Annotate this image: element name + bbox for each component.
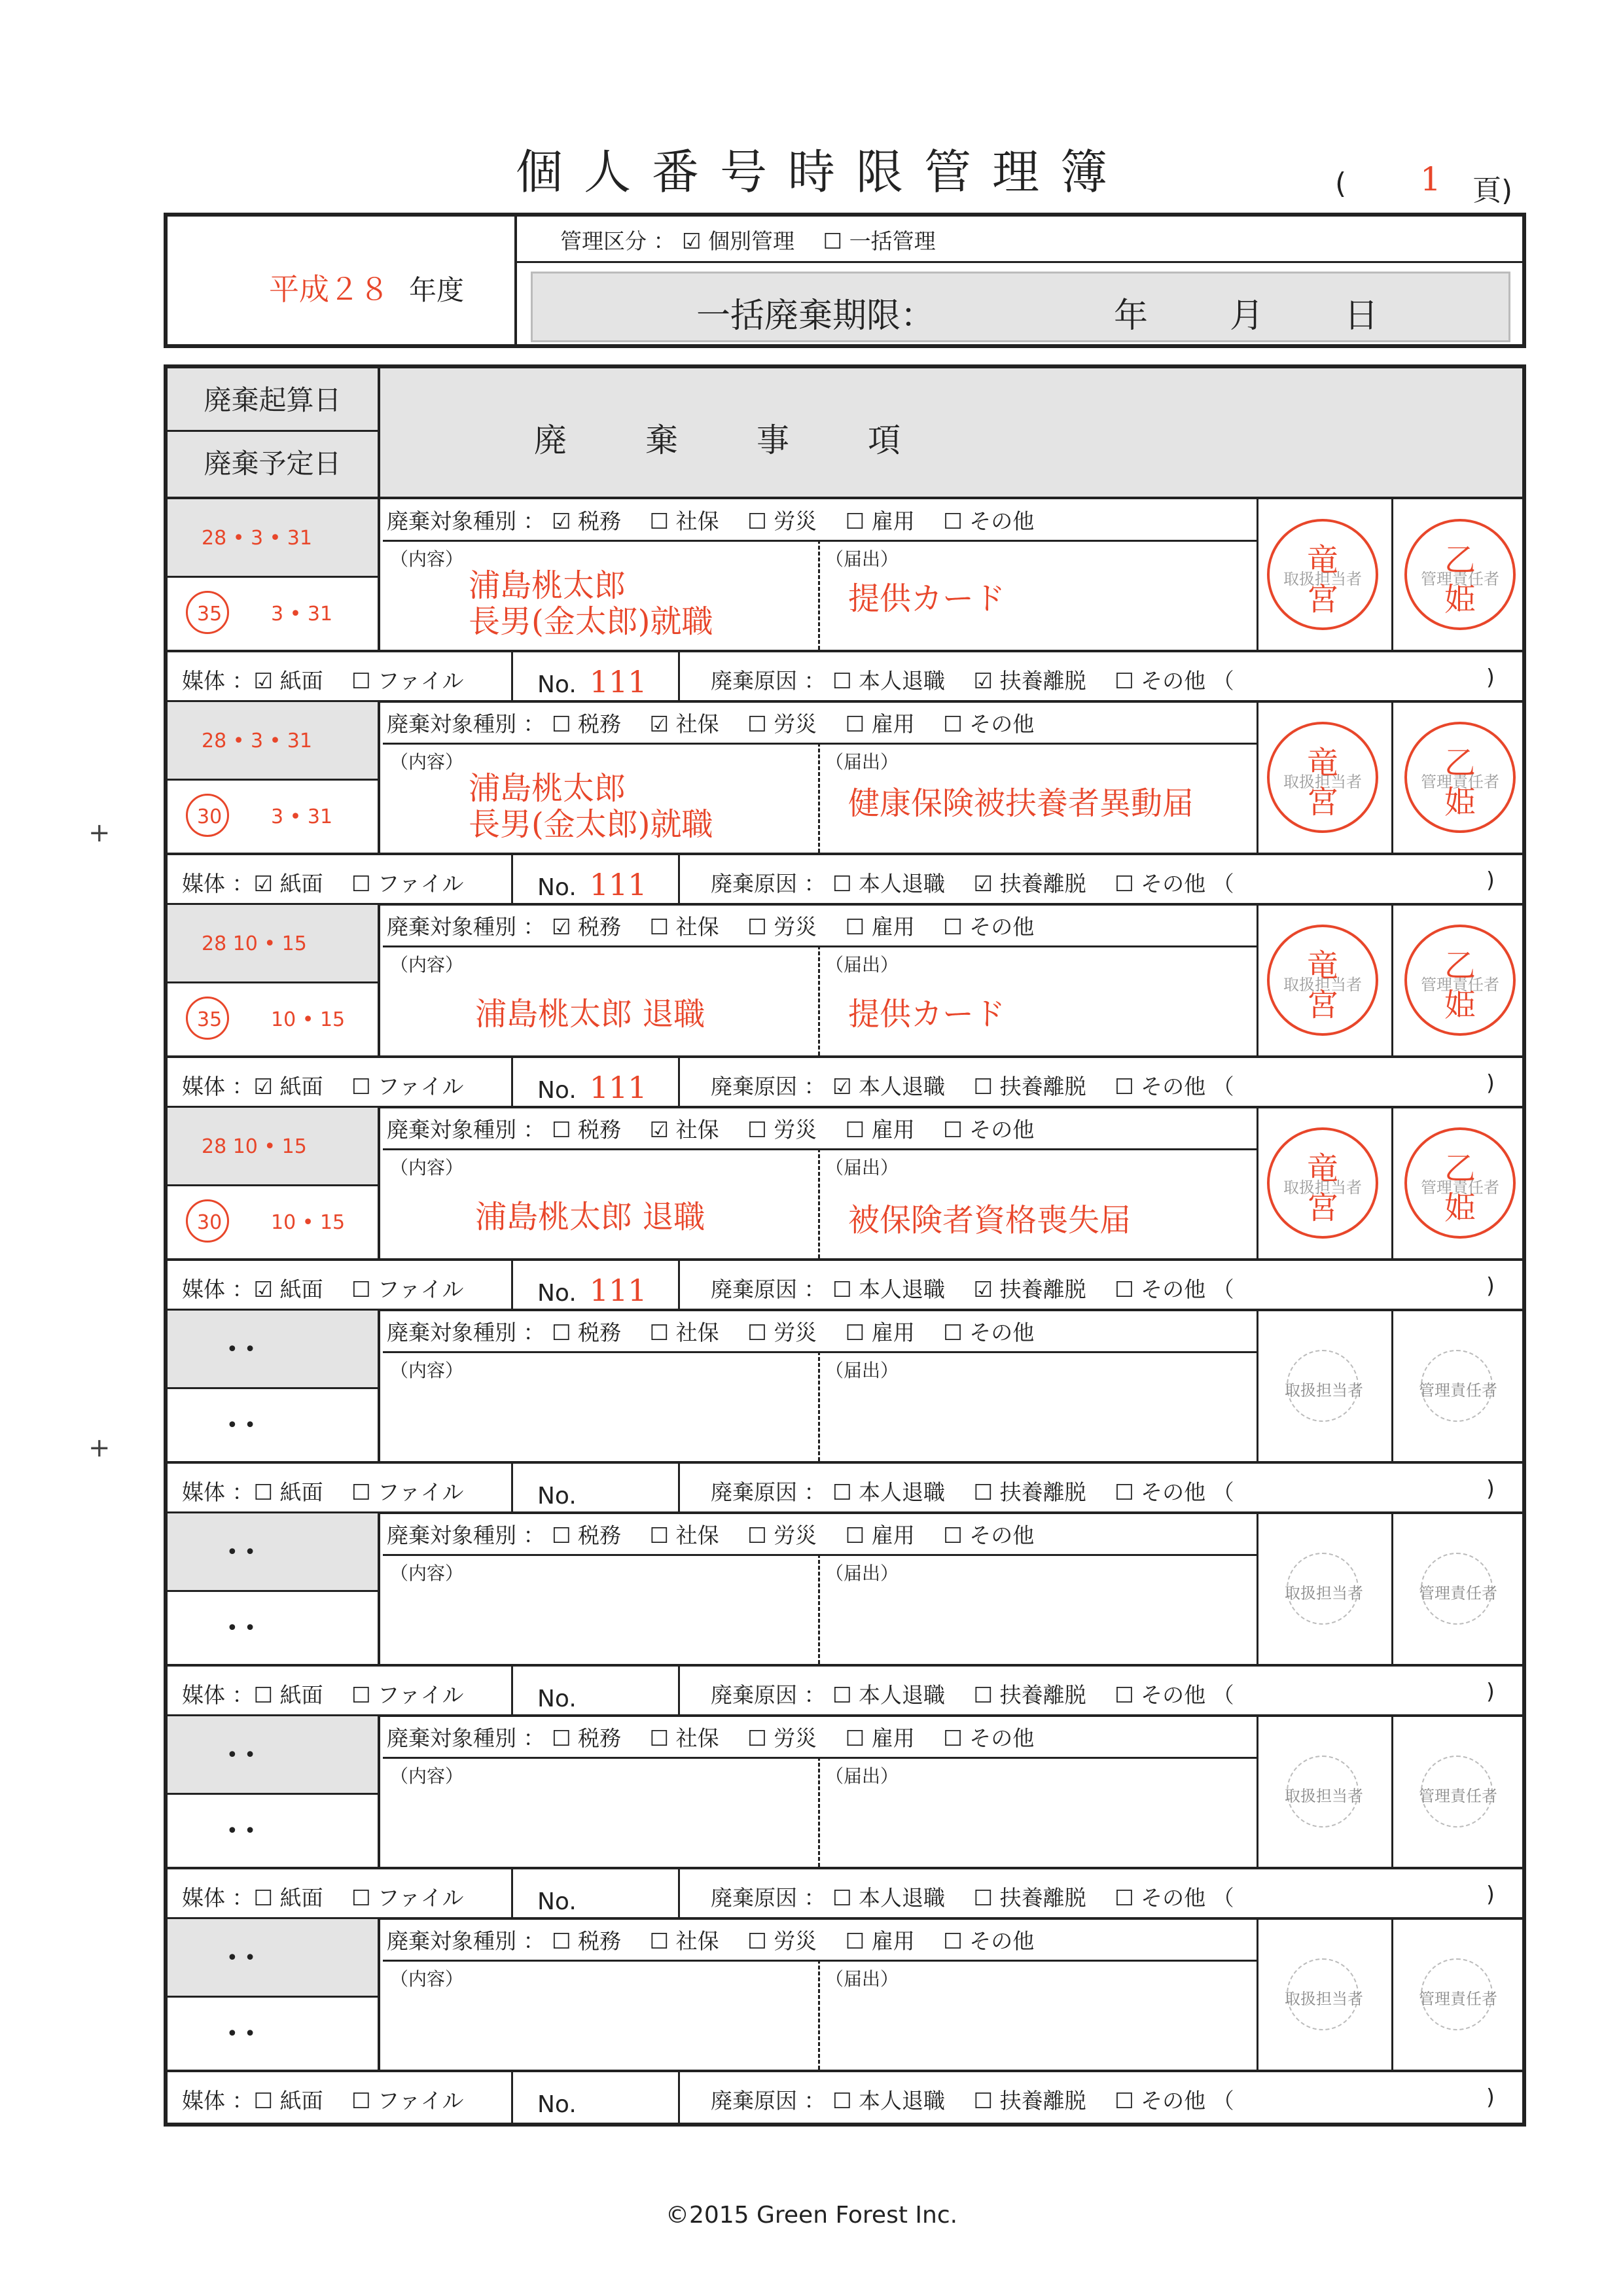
staff-label: 取扱担当者 <box>1285 1787 1363 1805</box>
notification-label: （届出） <box>825 1968 899 1990</box>
notification-label: （届出） <box>825 1360 899 1381</box>
record-footer <box>168 1461 1522 1514</box>
staff-label: 取扱担当者 <box>1285 1990 1363 2008</box>
notification-text[interactable]: 提供カード <box>848 580 1006 617</box>
manager-seal[interactable]: 管理責任者 乙 姫 <box>1404 519 1516 630</box>
date-cells <box>168 1919 380 2070</box>
media-options[interactable]: 媒体 ：☑ 紙面 ☐ ファイル <box>182 1074 464 1099</box>
record-footer <box>168 1055 1522 1108</box>
record-number[interactable]: No. 111 <box>537 867 647 902</box>
record-footer <box>168 1867 1522 1920</box>
deadline-label: 一括廃棄期限： <box>696 296 935 336</box>
disposal-type-options[interactable]: 廃棄対象種別 ： ☐ 税務 ☐ 社保 ☐ 労災 ☐ 雇用 ☐ その他 <box>387 1928 1035 1954</box>
deadline-month: 月 <box>1230 296 1264 336</box>
start-date: 28 10 • 15 <box>202 932 307 955</box>
disposal-type-options[interactable]: 廃棄対象種別 ： ☑ 税務 ☐ 社保 ☐ 労災 ☐ 雇用 ☐ その他 <box>387 914 1035 940</box>
content-text[interactable]: 浦島桃太郎 退職 <box>475 1199 705 1235</box>
notification-label: （届出） <box>825 548 899 570</box>
deadline-day: 日 <box>1344 296 1379 336</box>
media-options[interactable]: 媒体 ：☑ 紙面 ☐ ファイル <box>182 871 464 896</box>
table-row <box>168 499 1522 703</box>
manager-label: 管理責任者 <box>1421 570 1499 588</box>
manager-label: 管理責任者 <box>1421 976 1499 994</box>
table-row <box>168 1919 1522 2123</box>
start-date: • • <box>226 1541 256 1564</box>
notification-text[interactable]: 被保険者資格喪失届 <box>848 1202 1132 1239</box>
record-number[interactable]: No. <box>537 1483 577 1510</box>
planned-date: 3 • 31 <box>271 805 333 828</box>
planned-date-cell[interactable] <box>168 781 378 853</box>
record-footer <box>168 1258 1522 1311</box>
record-number[interactable]: No. 111 <box>537 1273 647 1308</box>
planned-date: 10 • 15 <box>271 1008 346 1031</box>
start-date-cell[interactable] <box>168 499 378 578</box>
deadline-year: 年 <box>1114 296 1149 336</box>
start-date-cell[interactable] <box>168 1311 378 1389</box>
manager-label: 管理責任者 <box>1419 1381 1497 1400</box>
paren-close: ) <box>1486 1070 1495 1095</box>
page-label: 頁) <box>1472 174 1513 207</box>
media-options[interactable]: 媒体 ：☑ 紙面 ☐ ファイル <box>182 668 464 694</box>
disposal-reason-options[interactable]: 廃棄原因 ： ☐ 本人退職 ☑ 扶養離脱 ☐ その他 （ <box>711 668 1234 694</box>
paren-close: ) <box>1486 1273 1495 1298</box>
disposal-type-options[interactable]: 廃棄対象種別 ： ☐ 税務 ☐ 社保 ☐ 労災 ☐ 雇用 ☐ その他 <box>387 1523 1035 1548</box>
manager-seal-placeholder[interactable] <box>1419 1756 1497 1828</box>
planned-era: 30 <box>197 1211 223 1234</box>
disposal-table <box>164 364 1526 2127</box>
content-text-line2[interactable]: 長男(金太郎)就職 <box>469 806 713 843</box>
staff-seal[interactable]: 取扱担当者 竜 宮 <box>1267 722 1378 833</box>
planned-date: • • <box>226 2022 256 2045</box>
manager-label: 管理責任者 <box>1419 1990 1497 2008</box>
planned-date: • • <box>226 1617 256 1640</box>
disposal-type-options[interactable]: 廃棄対象種別 ： ☐ 税務 ☐ 社保 ☐ 労災 ☐ 雇用 ☐ その他 <box>387 1725 1035 1751</box>
paren-close: ) <box>1486 2084 1495 2110</box>
planned-date-cell[interactable] <box>168 1795 378 1867</box>
fiscal-label: 年度 <box>409 274 465 306</box>
manager-seal-placeholder[interactable] <box>1419 1553 1497 1625</box>
start-date: • • <box>226 1744 256 1767</box>
planned-date-cell[interactable] <box>168 983 378 1055</box>
staff-label: 取扱担当者 <box>1285 1584 1363 1602</box>
notification-label: （届出） <box>825 1157 899 1178</box>
disposal-reason-options[interactable]: 廃棄原因 ： ☐ 本人退職 ☐ 扶養離脱 ☐ その他 （ <box>711 1682 1234 1708</box>
planned-era: 30 <box>197 805 223 828</box>
notification-text[interactable]: 提供カード <box>848 996 1006 1033</box>
manager-seal-placeholder[interactable] <box>1419 1958 1497 2030</box>
planned-era: 35 <box>197 1008 223 1031</box>
table-row <box>168 702 1522 906</box>
start-date-cell[interactable] <box>168 1513 378 1592</box>
manager-label: 管理責任者 <box>1419 1584 1497 1602</box>
planned-date-header: 廃棄予定日 <box>168 432 378 495</box>
content-label: （内容） <box>390 1765 464 1787</box>
start-date-cell[interactable] <box>168 1919 378 1998</box>
staff-label: 取扱担当者 <box>1283 773 1362 791</box>
disposal-type-options[interactable]: 廃棄対象種別 ： ☐ 税務 ☐ 社保 ☐ 労災 ☐ 雇用 ☐ その他 <box>387 1320 1035 1345</box>
planned-date-cell[interactable] <box>168 1998 378 2070</box>
disposal-reason-options[interactable]: 廃棄原因 ： ☑ 本人退職 ☐ 扶養離脱 ☐ その他 （ <box>711 1074 1234 1099</box>
date-cells <box>168 702 380 853</box>
media-options[interactable]: 媒体 ：☐ 紙面 ☐ ファイル <box>182 1479 464 1505</box>
planned-date: • • <box>226 1820 256 1843</box>
staff-seal-placeholder[interactable] <box>1285 1756 1363 1828</box>
start-date-cell[interactable] <box>168 1716 378 1795</box>
page-number-value[interactable]: 1 <box>1420 160 1441 198</box>
content-label: （内容） <box>390 1157 464 1178</box>
staff-seal-placeholder[interactable] <box>1285 1958 1363 2030</box>
disposal-type-options[interactable]: 廃棄対象種別 ： ☑ 税務 ☐ 社保 ☐ 労災 ☐ 雇用 ☐ その他 <box>387 508 1035 534</box>
date-cells <box>168 1716 380 1867</box>
disposal-type-options[interactable]: 廃棄対象種別 ： ☐ 税務 ☑ 社保 ☐ 労災 ☐ 雇用 ☐ その他 <box>387 1117 1035 1142</box>
record-footer <box>168 853 1522 906</box>
staff-seal[interactable]: 取扱担当者 竜 宮 <box>1267 519 1378 630</box>
record-number[interactable]: No. <box>537 1686 577 1712</box>
page-open: ( <box>1335 167 1347 200</box>
manager-label: 管理責任者 <box>1421 773 1499 791</box>
manager-seal[interactable]: 管理責任者 乙 姫 <box>1404 722 1516 833</box>
table-row <box>168 1716 1522 1920</box>
content-label: （内容） <box>390 548 464 570</box>
document-title: 個人番号時限管理簿 <box>515 145 1128 200</box>
content-label: （内容） <box>390 954 464 976</box>
page-number <box>1335 160 1513 207</box>
date-cells <box>168 1108 380 1258</box>
notification-label: （届出） <box>825 1563 899 1584</box>
table-header <box>168 368 1522 499</box>
staff-label: 取扱担当者 <box>1283 976 1362 994</box>
paren-close: ) <box>1486 867 1495 892</box>
paren-close: ) <box>1486 1881 1495 1907</box>
content-label: （内容） <box>390 1360 464 1381</box>
planned-date-cell[interactable] <box>168 1592 378 1664</box>
disposal-items-header: 廃 棄 事 項 <box>534 421 901 459</box>
notification-label: （届出） <box>825 954 899 976</box>
paren-close: ) <box>1486 664 1495 690</box>
notification-text[interactable]: 健康保険被扶養者異動届 <box>848 785 1194 822</box>
record-number[interactable]: No. 111 <box>537 1070 647 1105</box>
punch-mark: + <box>88 818 111 848</box>
staff-seal[interactable]: 取扱担当者 竜 宮 <box>1267 925 1378 1036</box>
fiscal-year[interactable] <box>269 266 464 309</box>
record-footer <box>168 1664 1522 1717</box>
media-options[interactable]: 媒体 ：☐ 紙面 ☐ ファイル <box>182 2088 464 2113</box>
table-row <box>168 905 1522 1108</box>
record-footer <box>168 2070 1522 2123</box>
planned-date: • • <box>226 1414 256 1437</box>
manager-seal[interactable]: 管理責任者 乙 姫 <box>1404 1127 1516 1239</box>
media-options[interactable]: 媒体 ：☐ 紙面 ☐ ファイル <box>182 1885 464 1911</box>
management-category[interactable]: 管理区分 ： ☑ 個別管理 ☐ 一括管理 <box>560 228 936 254</box>
planned-date-cell[interactable] <box>168 578 378 650</box>
staff-label: 取扱担当者 <box>1283 570 1362 588</box>
start-date-cell[interactable] <box>168 1108 378 1186</box>
date-cells <box>168 905 380 1055</box>
media-options[interactable]: 媒体 ：☑ 紙面 ☐ ファイル <box>182 1277 464 1302</box>
paren-close: ) <box>1486 1678 1495 1704</box>
disposal-reason-options[interactable]: 廃棄原因 ： ☐ 本人退職 ☑ 扶養離脱 ☐ その他 （ <box>711 1277 1234 1302</box>
start-date: • • <box>226 1338 256 1361</box>
start-date-cell[interactable] <box>168 905 378 983</box>
disposal-reason-options[interactable]: 廃棄原因 ： ☐ 本人退職 ☑ 扶養離脱 ☐ その他 （ <box>711 871 1234 896</box>
staff-seal[interactable]: 取扱担当者 竜 宮 <box>1267 1127 1378 1239</box>
table-row <box>168 1311 1522 1514</box>
manager-label: 管理責任者 <box>1421 1178 1499 1197</box>
manager-seal-placeholder[interactable] <box>1419 1350 1497 1422</box>
record-footer <box>168 650 1522 703</box>
start-date-cell[interactable] <box>168 702 378 781</box>
staff-label: 取扱担当者 <box>1285 1381 1363 1400</box>
content-text-line2[interactable]: 長男(金太郎)就職 <box>469 603 713 640</box>
disposal-type-options[interactable]: 廃棄対象種別 ： ☐ 税務 ☑ 社保 ☐ 労災 ☐ 雇用 ☐ その他 <box>387 711 1035 737</box>
table-row <box>168 1513 1522 1717</box>
notification-label: （届出） <box>825 751 899 773</box>
planned-date-cell[interactable] <box>168 1389 378 1461</box>
record-number[interactable]: No. <box>537 1888 577 1915</box>
content-label: （内容） <box>390 1563 464 1584</box>
header-box <box>164 213 1526 348</box>
staff-seal-placeholder[interactable] <box>1285 1350 1363 1422</box>
start-date: 28 • 3 • 31 <box>202 730 312 752</box>
start-date: 28 10 • 15 <box>202 1135 307 1158</box>
date-cells <box>168 499 380 650</box>
disposal-reason-options[interactable]: 廃棄原因 ： ☐ 本人退職 ☐ 扶養離脱 ☐ その他 （ <box>711 1479 1234 1505</box>
disposal-reason-options[interactable]: 廃棄原因 ： ☐ 本人退職 ☐ 扶養離脱 ☐ その他 （ <box>711 2088 1234 2113</box>
planned-date-cell[interactable] <box>168 1186 378 1258</box>
start-date: 28 • 3 • 31 <box>202 527 312 550</box>
content-text[interactable]: 浦島桃太郎 <box>469 770 626 807</box>
punch-mark: + <box>88 1433 111 1463</box>
date-cells <box>168 1311 380 1461</box>
disposal-reason-options[interactable]: 廃棄原因 ： ☐ 本人退職 ☐ 扶養離脱 ☐ その他 （ <box>711 1885 1234 1911</box>
table-row <box>168 1108 1522 1311</box>
planned-era: 35 <box>197 603 223 626</box>
bulk-disposal-deadline[interactable] <box>531 272 1510 342</box>
copyright: ©2015 Green Forest Inc. <box>665 2202 958 2229</box>
manager-label: 管理責任者 <box>1419 1787 1497 1805</box>
date-cells <box>168 1513 380 1664</box>
media-options[interactable]: 媒体 ：☐ 紙面 ☐ ファイル <box>182 1682 464 1708</box>
manager-seal[interactable]: 管理責任者 乙 姫 <box>1404 925 1516 1036</box>
fiscal-era: 平成２８ <box>269 272 389 307</box>
staff-seal-placeholder[interactable] <box>1285 1553 1363 1625</box>
content-text[interactable]: 浦島桃太郎 退職 <box>475 996 705 1033</box>
staff-label: 取扱担当者 <box>1283 1178 1362 1197</box>
record-number[interactable]: No. <box>537 2091 577 2118</box>
planned-date: 10 • 15 <box>271 1211 346 1234</box>
content-text[interactable]: 浦島桃太郎 <box>469 567 626 604</box>
planned-date: 3 • 31 <box>271 603 333 626</box>
content-label: （内容） <box>390 751 464 773</box>
record-number[interactable]: No. 111 <box>537 664 647 699</box>
notification-label: （届出） <box>825 1765 899 1787</box>
start-date-header: 廃棄起算日 <box>168 368 378 432</box>
start-date: • • <box>226 1947 256 1969</box>
content-label: （内容） <box>390 1968 464 1990</box>
paren-close: ) <box>1486 1475 1495 1501</box>
